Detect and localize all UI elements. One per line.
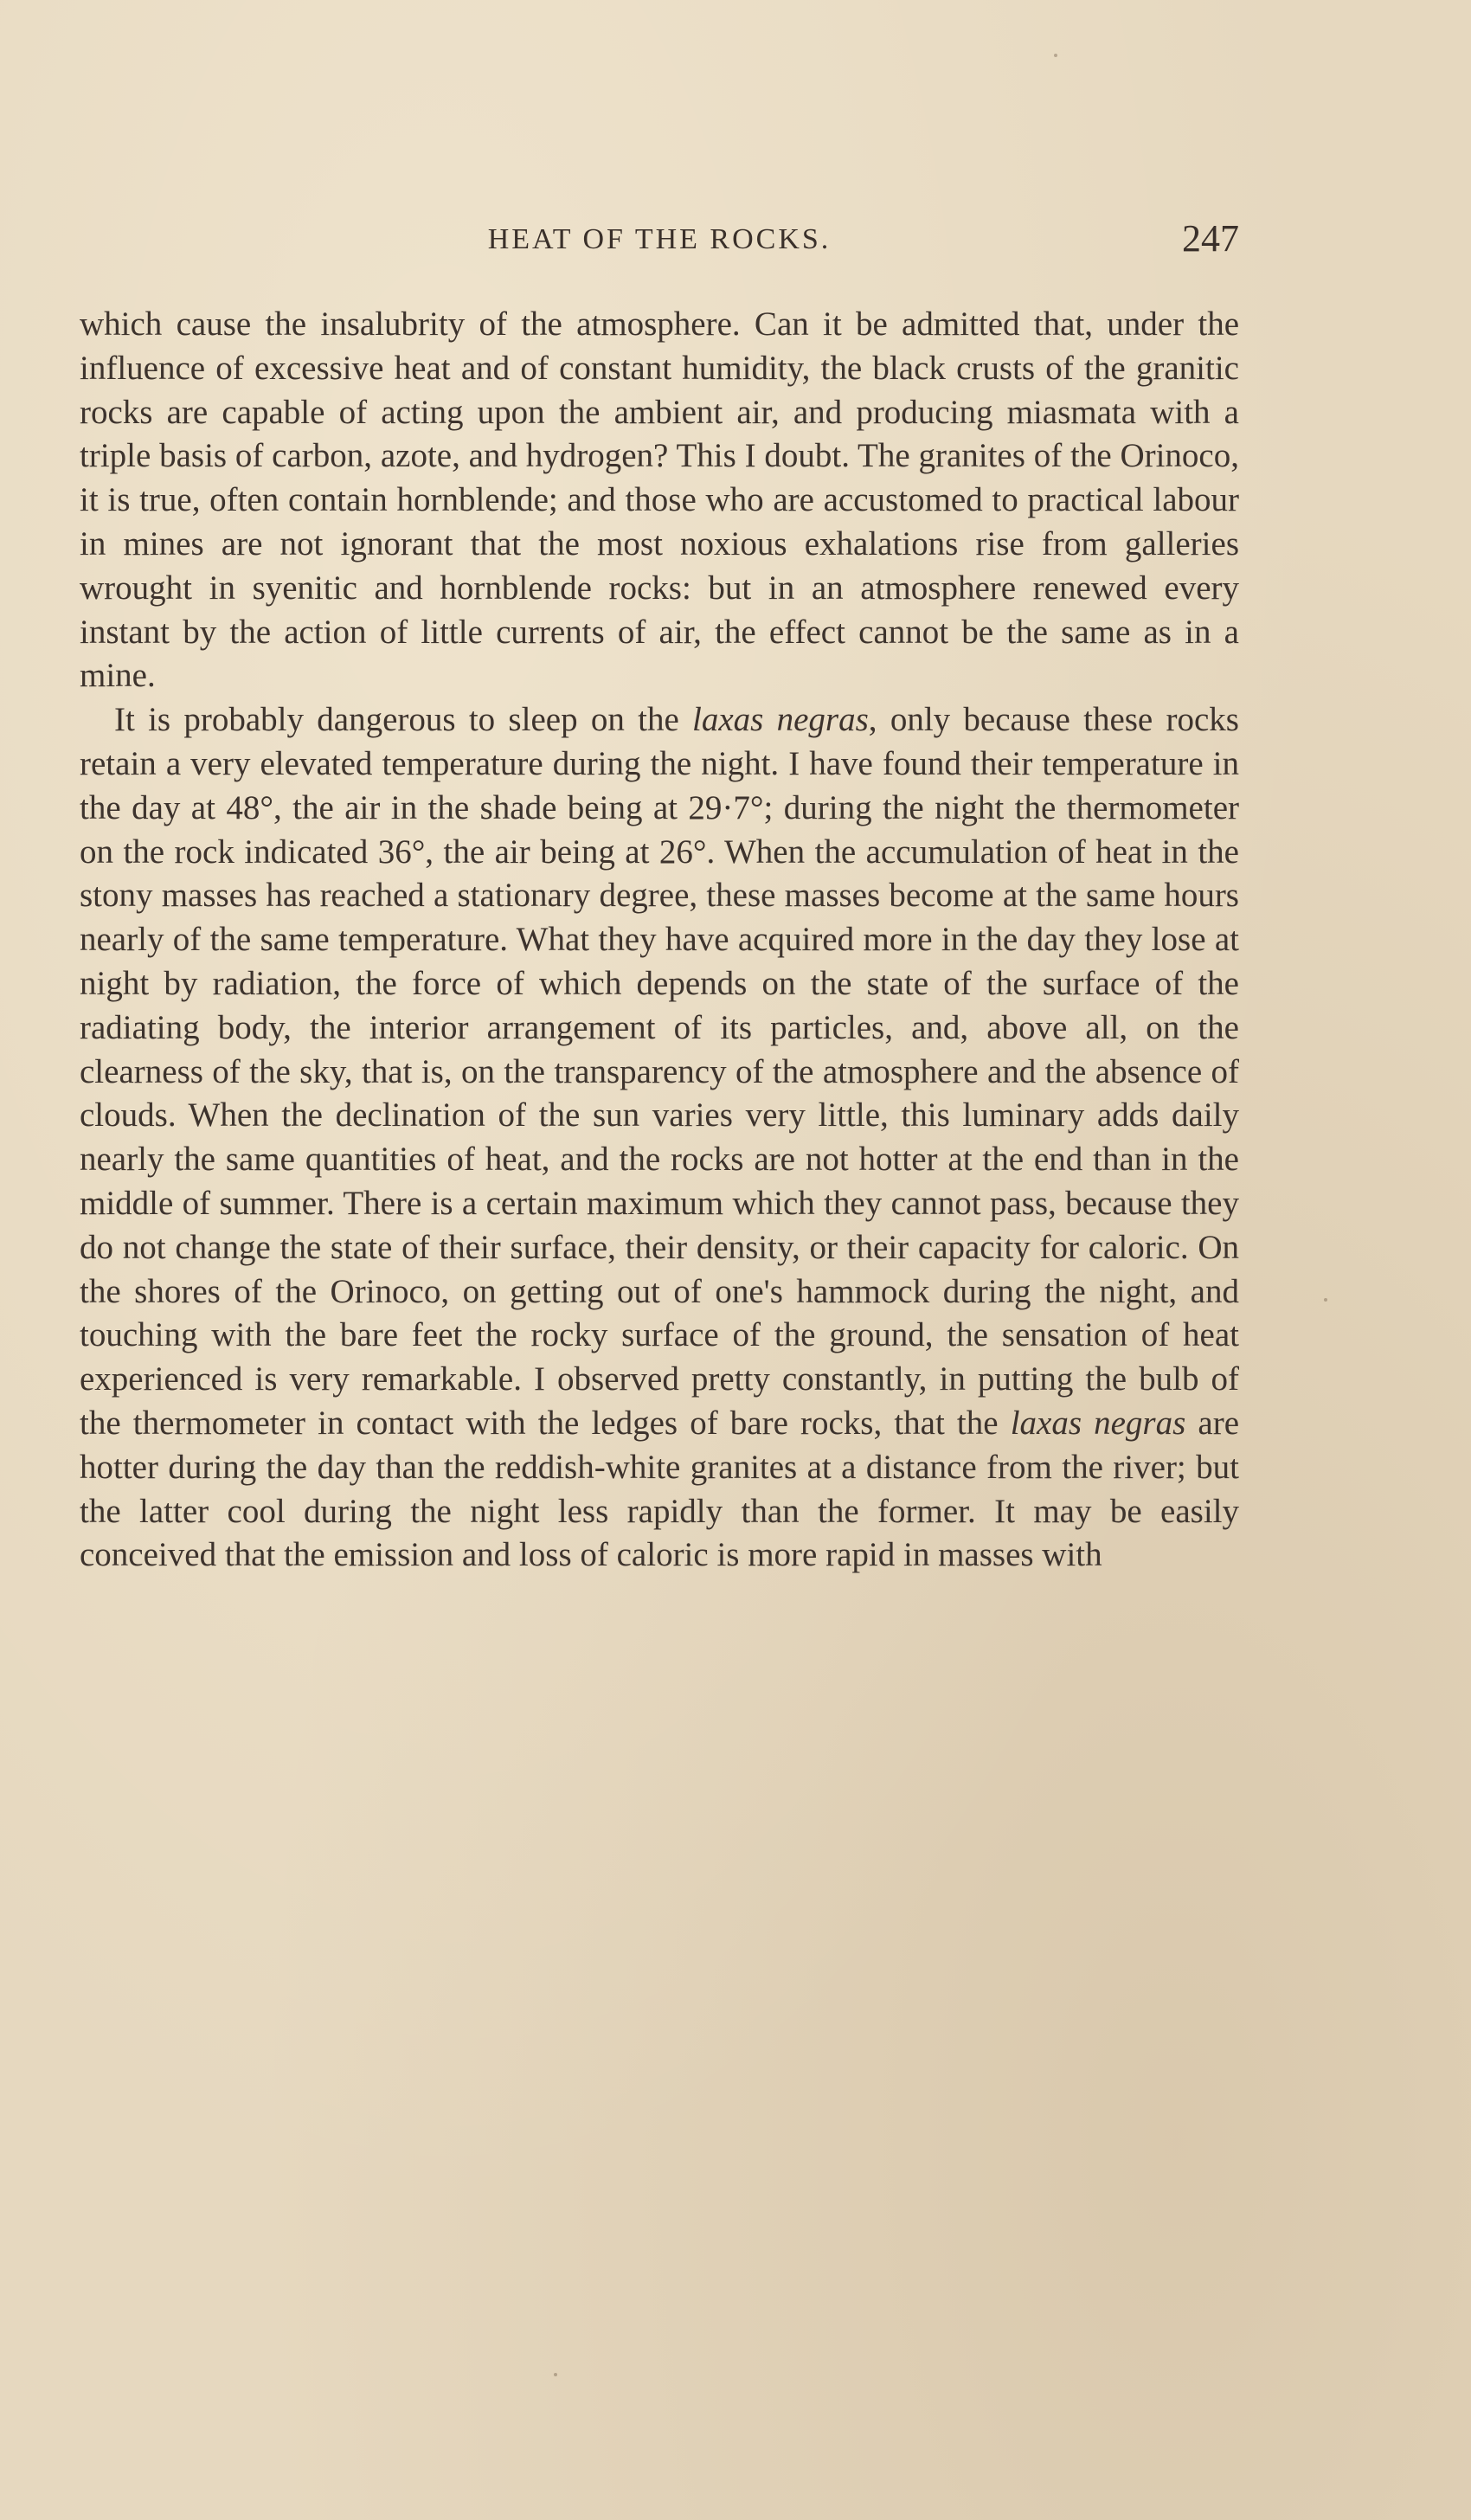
running-head — [80, 216, 1239, 268]
page-number: 247 — [1182, 217, 1239, 260]
paragraph-continuation: which cause the insalubrity of the atmosphere. Can it be admitted that, under the influence of excessive heat and of constant humidity, the black crusts of the granitic rocks are capable of acting upon the ambient air, and producing miasmata with a triple basis of carbon, azote, and hydrogen? This I doubt. The granites of the Orinoco, it is true, often contain hornblende; and those who are accustomed to practical labour in mines are not ignorant that the most noxious exhalations rise from galleries wrought in syenitic and hornblende rocks: but in an atmosphere renewed every instant by the action of little currents of air, the effect cannot be the same as in a mine. — [80, 305, 1239, 695]
paragraph-text-part: are hotter during the day than the reddish-white granites at a distance from the river; but the latter cool during the night less rapidly than the former. It may be easily conceived that the emission and loss of caloric is more rapid in masses with — [80, 1404, 1240, 1574]
running-title: HEAT OF THE ROCKS. — [487, 223, 832, 255]
body-text — [80, 303, 1239, 1578]
paragraph-text-part: It is probably dangerous to sleep on the — [114, 701, 693, 739]
paragraph-rock-temperature — [80, 698, 1239, 1578]
paper-speck — [1054, 54, 1057, 57]
italic-term: laxas negras — [1010, 1404, 1186, 1442]
italic-term: laxas negras — [692, 701, 869, 739]
paragraph-text-part: , only because these rocks retain a very elevated temperature during the night. I have found their temperature in the day at 48°, the air in the shade being at 29·7°; during the night the thermometer on the rock indicated 36°, the air being at 26°. When the accumulation of heat in the stony masses has reached a stationary degree, these masses become at the same hours nearly of the same temperature. What they have acquired more in the day they lose at night by radiation, the force of which depends on the state of the surface of the radiating body, the interior arrangement of its particles, and, above all, on the clearness of the sky, that is, on the transparency of the atmosphere and the absence of clouds. When the declination of the sun varies very little, this luminary adds daily nearly the same quantities of heat, and the rocks are not hotter at the end than in the middle of summer. There is a certain maximum which they cannot pass, because they do not change the state of their surface, their density, or their capacity for caloric. On the shores of the Orinoco, on getting out of one's hammock during the night, and touching with the bare feet the rocky surface of the ground, the sensation of heat experienced is very remarkable. I observed pretty constantly, in putting the bulb of the thermometer in contact with the ledges of bare rocks, that the — [80, 701, 1239, 1442]
paper-speck — [554, 2373, 557, 2376]
paper-speck — [1324, 1298, 1327, 1302]
